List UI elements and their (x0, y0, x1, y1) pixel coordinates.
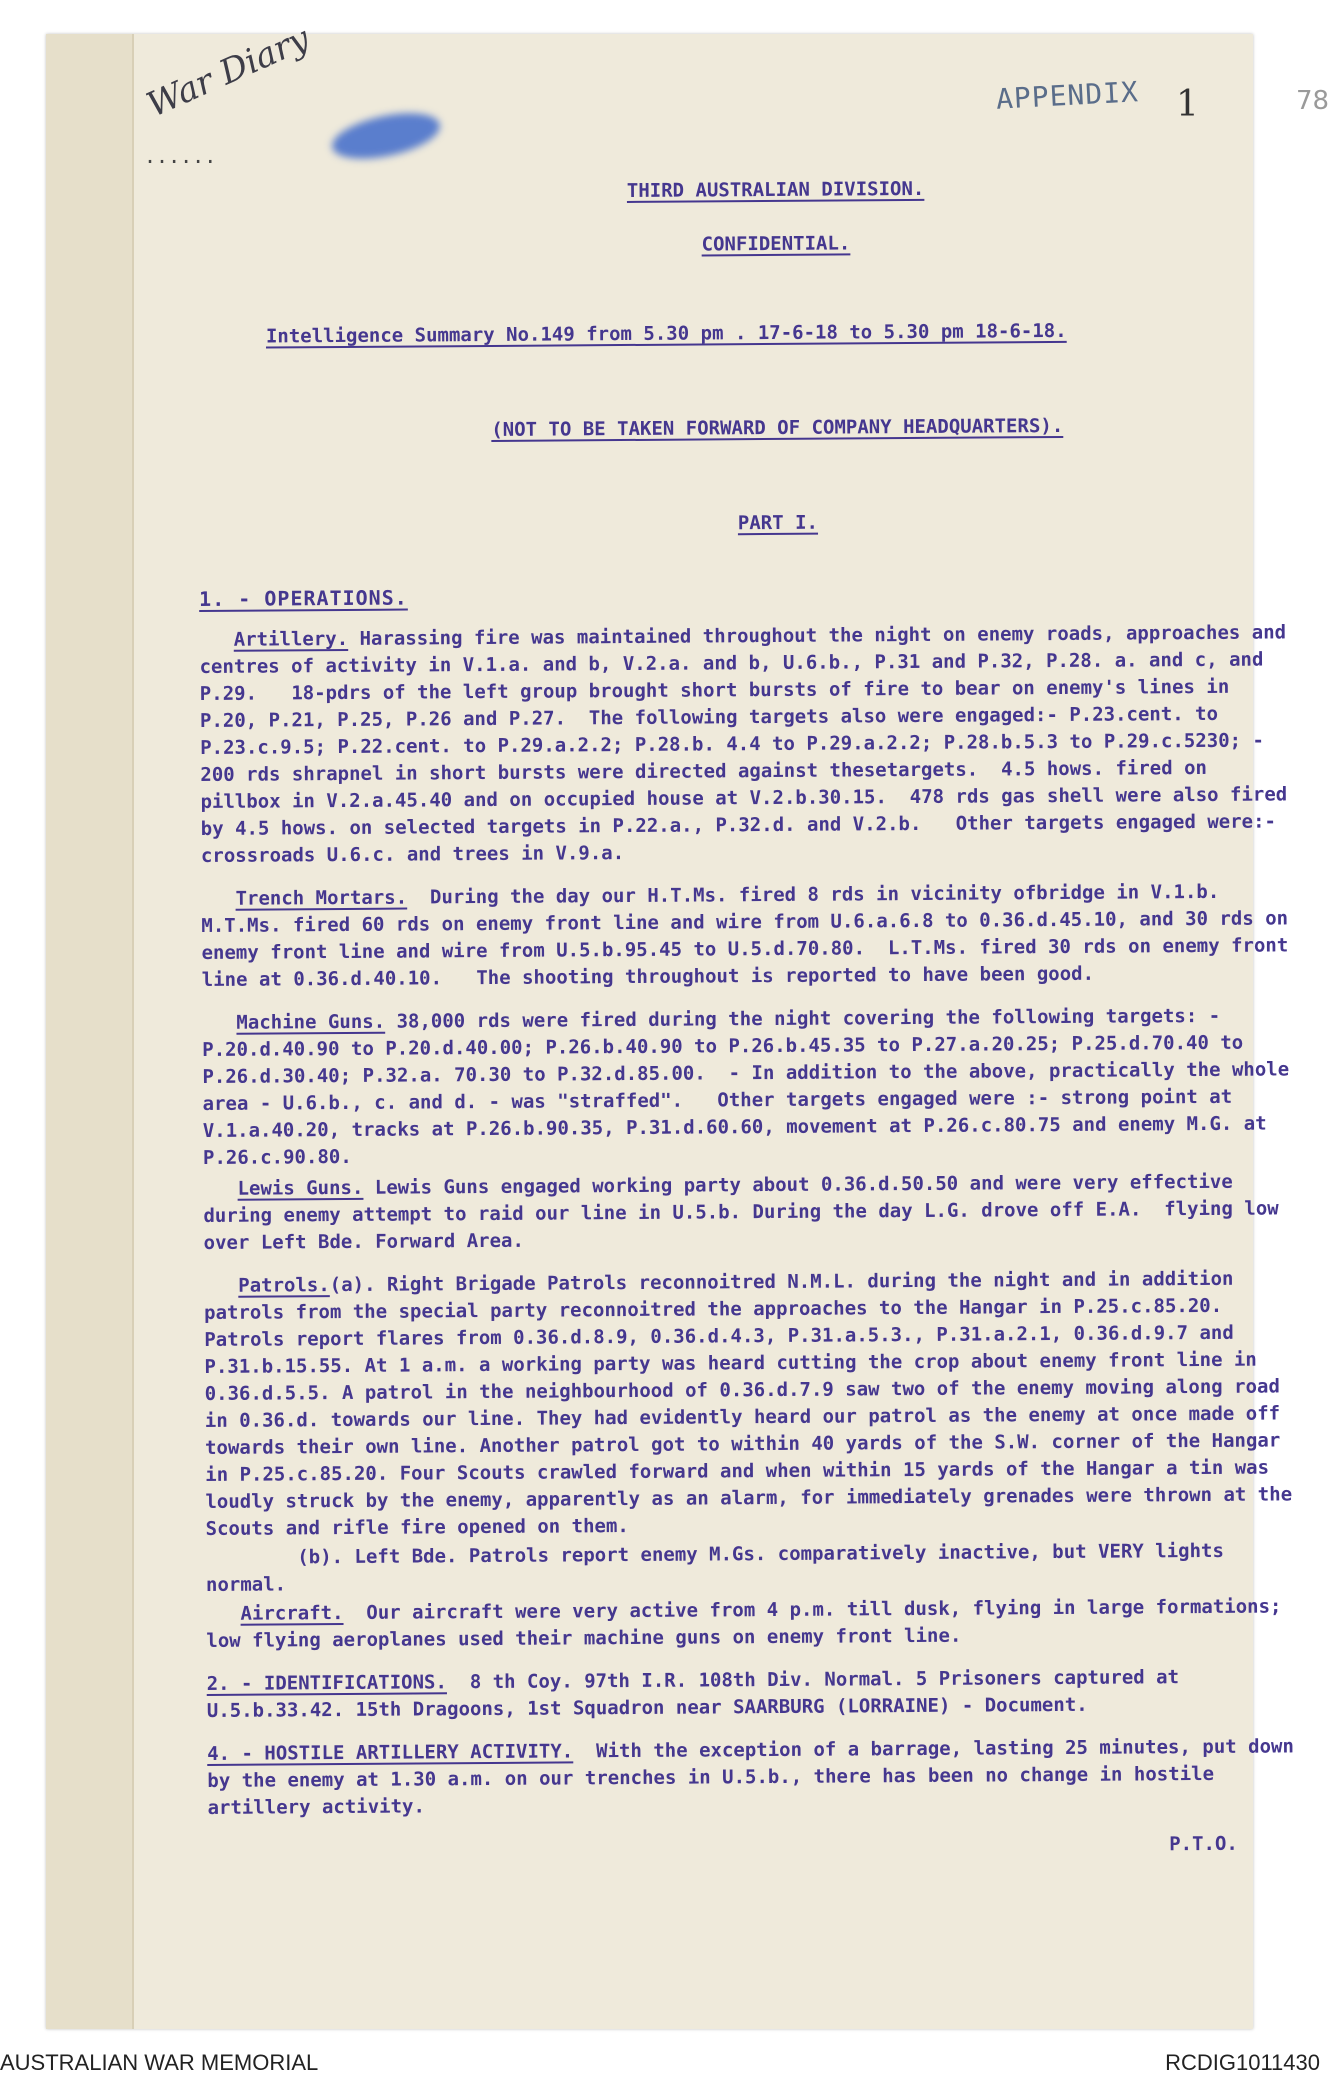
handwritten-war-diary-note: War Diary (141, 18, 316, 126)
lewis-guns-lead: Lewis Guns. (237, 1176, 364, 1200)
part-heading: PART I. (737, 511, 819, 535)
handwritten-dots: ...... (144, 144, 217, 168)
aircraft-lead: Aircraft. (240, 1602, 344, 1625)
title-line (196, 146, 1287, 289)
operations-heading: 1. - OPERATIONS. (199, 585, 408, 611)
binding-strip (46, 34, 134, 2029)
patrols-paragraph: Patrols.(a). Right Brigade Patrols reconnoitred N.M.L. during the night and in addition patrols from the special party reconnoitred the approaches to the Hangar in P.25.c.85.20. Patrols report flares from 0.36.d.8.9, 0.36.d.4.3, P.31.a.5.3., P.31.a.2.1, 0.36.d.9.7 and P.31.b.15.55. At 1 a.m. a working party was heard cutting the crop about enemy front line in 0.36.d.5.5. A patrol in the neighbourhood of 0.36.d.7.9 saw two of the enemy moving along road in 0.36.d. towards our line. They had evidently heard our patrol as the enemy at once made off towards their own line. Another patrol got to within 40 yards of the S.W. corner of the Hangar in P.25.c.85.20. Four Scouts crawled forward and when within 15 yards of the Hangar a tin was loudly struck by the enemy, apparently as an alarm, for immediately grenades were thrown at the Scouts and rifle fire opened on them. (204, 1267, 1304, 1540)
machine-guns-paragraph: Machine Guns. 38,000 rds were fired during the night covering the following targets: - P.20.d.40.90 to P.20.d.40.00; P.26.b.40.90 to P.26.b.45.35 to P.27.a.20.25; P.25.d.70.40 to P.26.d.30.40; P.32.a. 70.30 to P.32.d.85.00. - In addition to the above, practically the whole area - U.6.b., c. and d. - was "straffed". Other targets engaged were :- strong point at V.1.a.40.20, tracks at P.26.b.90.35, P.31.d.60.60, movement at P.26.c.80.75 and enemy M.G. at P.26.c.90.80. (202, 1004, 1301, 1169)
identifications-paragraph: 2. - IDENTIFICATIONS. 8 th Coy. 97th I.R. 108th Div. Normal. 5 Prisoners captured at U.5.b.33.42. 15th Dragoons, 1st Squadron near SAARBURG (LORRAINE) - Document. (206, 1666, 1191, 1722)
lewis-guns-paragraph: Lewis Guns. Lewis Guns engaged working party about 0.36.d.50.50 and were very effective during enemy attempt to raid our line in U.5.b. During the day L.G. drove off E.A. flying low over Left Bde. Forward Area. (203, 1170, 1291, 1254)
document-page (46, 18, 1330, 2029)
patrols-paragraph-b: (b). Left Bde. Patrols report enemy M.Gs. comparatively inactive, but VERY lights normal. (205, 1539, 1236, 1596)
trench-mortars-paragraph: Trench Mortars. During the day our H.T.Ms. fired 8 rds in vicinity ofbridge in V.1.b. M.T.Ms. fired 60 rds on enemy front line and wire from U.6.a.6.8 to 0.36.d.45.10, and 30 rds on enemy front line and wire from U.5.b.95.45 to U.5.d.70.80. L.T.Ms. fired 30 rds on enemy front line at 0.36.d.40.10. The shooting throughout is reported to have been good. (201, 880, 1300, 991)
classification-label: CONFIDENTIAL. (701, 232, 851, 256)
identifications-heading: 2. - IDENTIFICATIONS. (206, 1671, 447, 1695)
patrols-lead: Patrols. (238, 1274, 330, 1297)
hostile-artillery-heading: 4. - HOSTILE ARTILLERY ACTIVITY. (207, 1740, 574, 1765)
hostile-artillery-paragraph: 4. - HOSTILE ARTILLERY ACTIVITY. With the exception of a barrage, lasting 25 minutes, put down by the enemy at 1.30 a.m. on our trenches in U.5.b., there has been no change in hostile artillery activity. (207, 1735, 1306, 1819)
appendix-stamp: APPENDIX (995, 75, 1140, 116)
aircraft-paragraph: Aircraft. Our aircraft were very active from 4 p.m. till dusk, flying in large formations; low flying aeroplanes used their machine guns on enemy front line. (206, 1595, 1293, 1652)
footer-record-id: RCDIG1011430 (1165, 2050, 1320, 2075)
typed-summary-body (196, 146, 1306, 1884)
page-reference-number: 78 (1296, 86, 1330, 116)
artillery-paragraph: Artillery. Harassing fire was maintained throughout the night on enemy roads, approaches and centres of activity in V.1.a. and b, V.2.a. and b, U.6.b., P.31 and P.32, P.28. a. and c, and P.29. 18-pdrs of the left group brought short bursts of fire to bear on enemy's lines in P.20, P.21, P.25, P.26 and P.27. The following targets also were engaged:- P.23.cent. to P.23.c.9.5; P.22.cent. to P.29.a.2.2; P.28.b. 4.4 to P.29.a.2.2; P.28.b.5.3 to P.29.c.5230; - 200 rds shrapnel in short bursts were directed against thesetargets. 4.5 hows. fired on pillbox in V.2.a.45.40 and on occupied house at V.2.b.30.15. 478 rds gas shell were also fired by 4.5 hows. on selected targets in P.22.a., P.32.d. and V.2.b. Other targets engaged were:- crossroads U.6.c. and trees in V.9.a. (199, 621, 1299, 867)
footer-archive-name: AUSTRALIAN WAR MEMORIAL (0, 2050, 319, 2075)
pto-signoff: P.T.O. (1169, 1832, 1238, 1856)
summary-line: Intelligence Summary No.149 from 5.30 pm . 17-6-18 to 5.30 pm 18-6-18. (265, 319, 1067, 348)
appendix-number: 1 (1176, 84, 1199, 125)
restriction-line: (NOT TO BE TAKEN FORWARD OF COMPANY HEADQUARTERS). (491, 414, 1064, 441)
machine-guns-lead: Machine Guns. (236, 1010, 386, 1034)
artillery-lead: Artillery. (233, 627, 349, 651)
trench-mortars-lead: Trench Mortars. (235, 886, 408, 910)
division-title: THIRD AUSTRALIAN DIVISION. (626, 177, 925, 202)
